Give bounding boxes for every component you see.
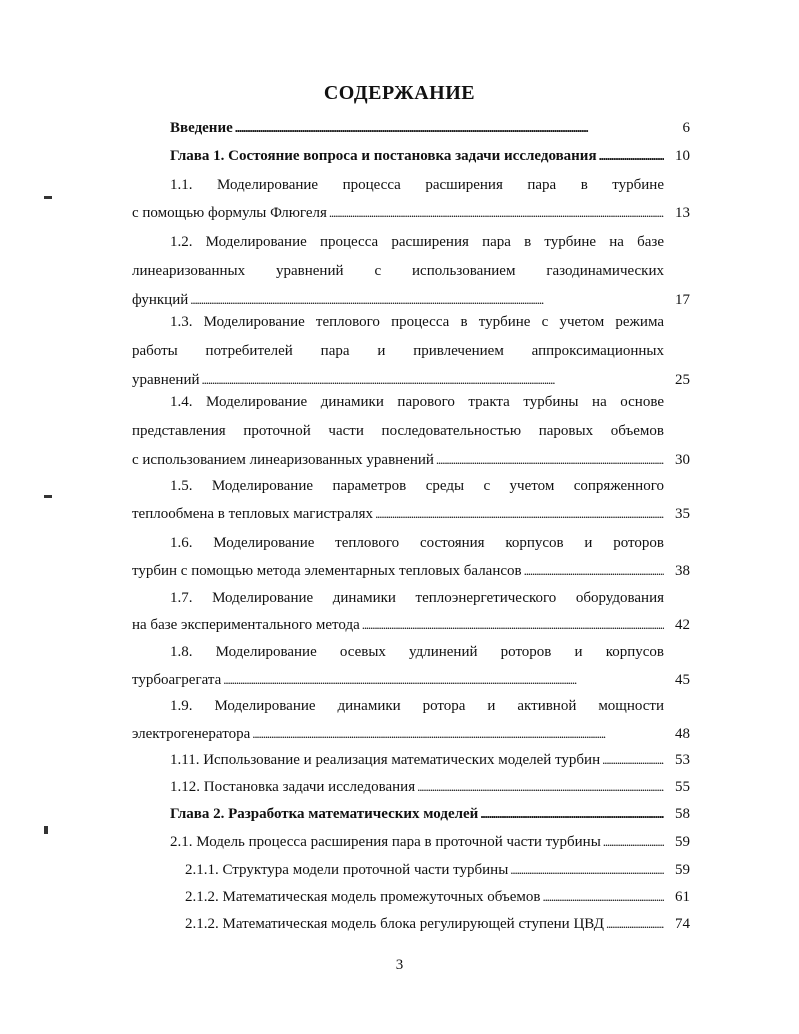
toc-entry-line-last — [132, 450, 664, 470]
toc-page-number: 48 — [675, 726, 690, 742]
dot-leader — [190, 290, 664, 310]
toc-entry-text: работы потребителей пара и привлечением аппроксимационных — [132, 343, 664, 359]
toc-page-number: 58 — [675, 806, 690, 822]
toc-entry-text: 2.1.2. Математическая модель блока регулирующей ступени ЦВД — [185, 916, 604, 932]
dot-leader — [603, 832, 664, 852]
dot-leader — [223, 670, 664, 690]
toc-entry-text: 1.11. Использование и реализация математических моделей турбин — [170, 752, 601, 768]
toc-page-number: 59 — [675, 834, 690, 850]
toc-page-number: 38 — [675, 563, 690, 579]
dot-leader — [524, 561, 664, 581]
page-number: 3 — [395, 957, 404, 973]
toc-page-number: 10 — [675, 148, 690, 164]
toc-entry-text: 1.1. Моделирование процесса расширения пара в турбине — [170, 177, 664, 193]
toc-page-number: 55 — [675, 779, 690, 795]
toc-entry-line-last — [132, 670, 664, 690]
toc-entry-line-last — [170, 777, 664, 797]
toc-entry-line-last — [170, 118, 664, 138]
toc-entry-text: функций — [132, 292, 189, 308]
toc-entry-text: 2.1.1. Структура модели проточной части турбины — [185, 862, 509, 878]
toc-entry-line-last — [132, 724, 664, 744]
toc-entry-line-last — [132, 290, 664, 310]
toc-page-number: 53 — [675, 752, 690, 768]
dot-leader — [375, 504, 664, 524]
dot-leader — [417, 777, 664, 797]
toc-entry-text: 2.1.2. Математическая модель промежуточных объемов — [185, 889, 541, 905]
toc-entry-text: на базе экспериментального метода — [132, 617, 360, 633]
toc-entry-text: с помощью формулы Флюгеля — [132, 205, 327, 221]
toc-page-number: 61 — [675, 889, 690, 905]
toc-page-number: 35 — [675, 506, 690, 522]
dot-leader — [329, 203, 664, 223]
toc-entry-text: 2.1. Модель процесса расширения пара в проточной части турбины — [170, 834, 601, 850]
toc-entry-text: с использованием линеаризованных уравнений — [132, 452, 434, 468]
toc-page-number: 6 — [682, 120, 690, 136]
scan-mark — [44, 495, 52, 498]
toc-entry-text: 1.9. Моделирование динамики ротора и активной мощности — [170, 698, 664, 714]
toc-entry-line-last — [185, 914, 664, 934]
scan-mark — [44, 826, 48, 834]
toc-entry-text: 1.4. Моделирование динамики парового тракта турбины на основе — [170, 394, 664, 410]
toc-entry-line-last — [185, 860, 664, 880]
dot-leader — [606, 914, 664, 934]
toc-entry-text: теплообмена в тепловых магистралях — [132, 506, 374, 522]
toc-entry-line-last — [132, 203, 664, 223]
toc-entry-text: турбоагрегата — [132, 672, 222, 688]
toc-entry-text: 1.8. Моделирование осевых удлинений роторов и корпусов — [170, 644, 664, 660]
dot-leader — [510, 860, 664, 880]
toc-page-number: 17 — [675, 292, 690, 308]
dot-leader — [542, 887, 664, 907]
toc-entry-line-last — [170, 750, 664, 770]
toc-page-number: 30 — [675, 452, 690, 468]
toc-entry-text: 1.5. Моделирование параметров среды с учетом сопряженного — [170, 478, 664, 494]
toc-entry-text: электрогенератора — [132, 726, 251, 742]
toc-page-number: 42 — [675, 617, 690, 633]
dot-leader — [362, 615, 664, 635]
toc-entry-text: 1.3. Моделирование теплового процесса в турбине с учетом режима — [170, 314, 664, 330]
scan-mark — [44, 196, 52, 199]
toc-entry-line-last — [132, 504, 664, 524]
dot-leader — [599, 146, 664, 166]
toc-entry-text: уравнений — [132, 372, 200, 388]
dot-leader — [436, 450, 664, 470]
toc-page-number: 59 — [675, 862, 690, 878]
dot-leader — [252, 724, 664, 744]
toc-entry-line-last — [170, 832, 664, 852]
toc-entry-line-last — [170, 146, 664, 166]
toc-entry-text: 1.12. Постановка задачи исследования — [170, 779, 416, 795]
toc-entry-text: Глава 1. Состояние вопроса и постановка задачи исследования — [170, 148, 597, 164]
dot-leader — [202, 370, 664, 390]
toc-entry-text: линеаризованных уравнений с использованием газодинамических — [132, 263, 664, 279]
toc-entry-text: Глава 2. Разработка математических моделей — [170, 806, 479, 822]
toc-page-number: 74 — [675, 916, 690, 932]
page-title: СОДЕРЖАНИЕ — [323, 82, 476, 104]
dot-leader — [235, 118, 664, 138]
toc-entry-text: 1.6. Моделирование теплового состояния корпусов и роторов — [170, 535, 664, 551]
toc-entry-text: турбин с помощью метода элементарных тепловых балансов — [132, 563, 522, 579]
toc-entry-line-last — [170, 804, 664, 824]
toc-entry-line-last — [132, 561, 664, 581]
toc-entry-line-last — [185, 887, 664, 907]
dot-leader — [480, 804, 664, 824]
toc-entry-text: Введение — [170, 120, 233, 136]
dot-leader — [602, 750, 664, 770]
toc-page-number: 45 — [675, 672, 690, 688]
toc-entry-text: 1.2. Моделирование процесса расширения пара в турбине на базе — [170, 234, 664, 250]
toc-page-number: 25 — [675, 372, 690, 388]
toc-entry-text: 1.7. Моделирование динамики теплоэнергетического оборудования — [170, 590, 664, 606]
toc-entry-text: представления проточной части последовательностью паровых объемов — [132, 423, 664, 439]
toc-page-number: 13 — [675, 205, 690, 221]
toc-entry-line-last — [132, 370, 664, 390]
toc-entry-line-last — [132, 615, 664, 635]
